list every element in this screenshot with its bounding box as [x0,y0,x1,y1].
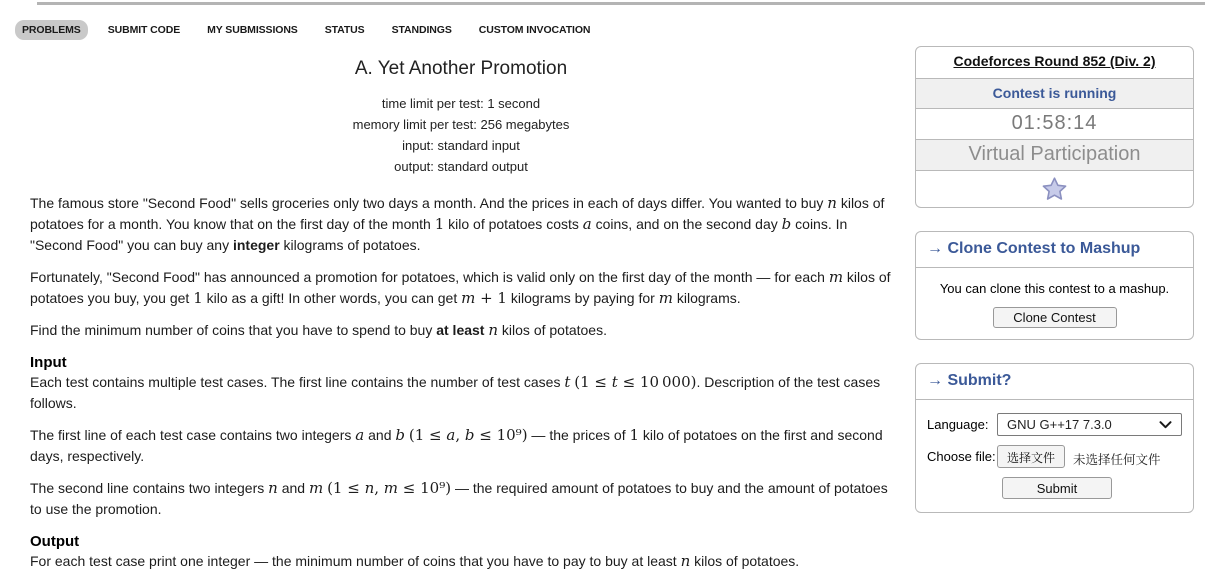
statement-paragraph: The first line of each test case contains two integers a and b (1 ≤ a, b ≤ 10⁹) — the prices of 1 kilo of potatoes on the first and second days, respectively. [30,426,883,464]
statement-paragraph: Each test contains multiple test cases. The first line contains the number of test cases t (1 ≤ t ≤ 10 000). Description of the test cases follows. [30,373,881,411]
clone-box-header: → Clone Contest to Mashup [916,232,1193,268]
language-select-value: GNU G++17 7.3.0 [1007,417,1112,432]
submit-box [915,363,1194,513]
section-header: Input [30,354,67,371]
clone-contest-box [915,231,1194,340]
contest-name-link[interactable]: Codeforces Round 852 (Div. 2) [953,53,1156,69]
meta-line: output: standard output [394,159,528,174]
problem-statement-area [30,58,892,583]
chevron-down-icon [1159,421,1172,429]
submit-button[interactable]: Submit [1002,477,1112,499]
tab-status[interactable]: STATUS [324,24,365,36]
choose-file-button[interactable]: 选择文件 [997,445,1065,468]
language-label: Language: [927,417,989,432]
virtual-participation-label: Virtual Participation [916,139,1193,170]
section-header: Output [30,533,80,550]
statement-paragraph: Find the minimum number of coins that you have to spend to buy at least n kilos of potatoes. [30,321,607,339]
contest-status: Contest is running [916,78,1193,108]
tab-bar [15,20,597,40]
language-row [927,413,1182,436]
sidebar [915,46,1194,536]
choose-file-row [927,445,1182,468]
statement-paragraph: Fortunately, "Second Food" has announced a promotion for potatoes, which is valid only on the first day of the month — for each m kilos of potatoes you buy, you get 1 kilo as a gift! In other words, you can get m + 1 kilograms by paying for m kilograms. [30,268,891,307]
tab-custom-invocation[interactable]: CUSTOM INVOCATION [478,24,591,36]
tab-problems[interactable]: PROBLEMS [15,20,88,40]
meta-line: time limit per test: 1 second [381,96,541,111]
favorite-star-row [916,170,1193,207]
language-select[interactable] [997,413,1182,436]
no-file-chosen-text: 未选择任何文件 [1073,453,1161,467]
tab-submit-code[interactable]: SUBMIT CODE [107,24,181,36]
problem-meta [30,93,892,177]
problem-title: A. Yet Another Promotion [354,58,568,79]
statement [30,193,892,572]
choose-file-label: Choose file: [927,449,996,464]
star-icon[interactable] [1040,175,1069,203]
clone-box-body [916,268,1193,339]
statement-paragraph: The famous store "Second Food" sells groceries only two days a month. And the prices in each of days differ. You wanted to buy n kilos of potatoes for a month. You know that on the first day of the month 1 kilo of potatoes costs a coins, and on the second day b coins. In "Second Food" you can buy any integer kilograms of potatoes. [30,194,885,253]
statement-paragraph: The second line contains two integers n and m (1 ≤ n, m ≤ 10⁹) — the required amount of potatoes to buy and the amount of potatoes to use the promotion. [30,479,888,517]
contest-name-row [916,47,1193,78]
meta-line: memory limit per test: 256 megabytes [352,117,570,132]
statement-paragraph: For each test case print one integer — the minimum number of coins that you have to pay to buy at least n kilos of potatoes. [30,552,800,570]
submit-form [916,400,1193,512]
tab-standings[interactable]: STANDINGS [391,24,452,36]
submit-box-header: → Submit? [916,364,1193,400]
tab-my-submissions[interactable]: MY SUBMISSIONS [207,24,298,36]
clone-box-text: You can clone this contest to a mashup. [939,281,1170,296]
top-divider-line [37,2,1205,5]
clone-contest-button[interactable]: Clone Contest [993,307,1117,328]
contest-countdown-timer: 01:58:14 [916,108,1193,139]
meta-line: input: standard input [402,138,520,153]
contest-info-box [915,46,1194,208]
